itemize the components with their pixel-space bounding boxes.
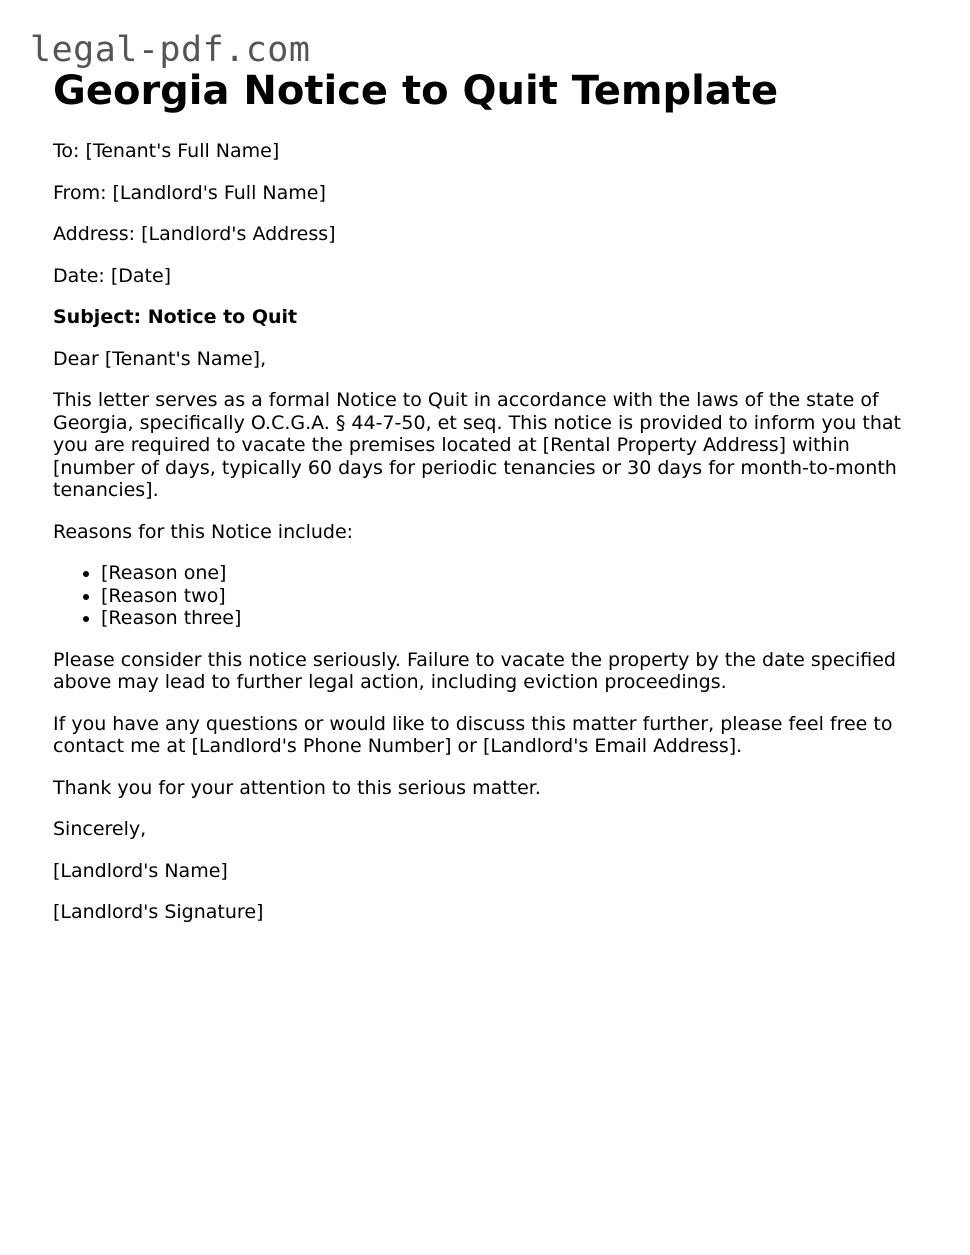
date-field: Date: [Date] [53, 264, 172, 287]
document-title: Georgia Notice to Quit Template [53, 68, 779, 114]
address-field: Address: [Landlord's Address] [53, 223, 336, 245]
sign-off: Sincerely, [53, 818, 147, 840]
list-item: • [Reason three] [101, 607, 913, 630]
landlord-signature: [Landlord's Signature] [53, 901, 264, 923]
intro-paragraph: This letter serves as a formal Notice to Quit in accordance with the laws of the state of Georgia, specifically O.C.G.A. § 44-7-50, et seq. This notice is provided to inform you that you are required to vacate the premises located at [Rental Property Address] within [number of days, typically 60 days for periodic tenancies or 30 days for month-to-month tenancies]. [53, 389, 901, 501]
list-item: • [Reason one] [101, 562, 913, 585]
salutation: Dear [Tenant's Name], [53, 347, 267, 370]
reasons-list [53, 562, 913, 630]
to-field: To: [Tenant's Full Name] [53, 140, 280, 162]
site-watermark: legal-pdf.com [30, 30, 311, 70]
subject-line: Subject: Notice to Quit [53, 306, 298, 328]
list-item: • [Reason two] [101, 585, 913, 608]
document-body [53, 66, 913, 924]
from-field: From: [Landlord's Full Name] [53, 181, 326, 204]
contact-paragraph: If you have any questions or would like to discuss this matter further, please feel free to contact me at [Landlord's Phone Number] or [Landlord's Email Address]. [53, 712, 893, 757]
thanks-paragraph: Thank you for your attention to this serious matter. [53, 776, 541, 799]
landlord-name: [Landlord's Name] [53, 859, 228, 882]
warning-paragraph: Please consider this notice seriously. Failure to vacate the property by the date specified above may lead to further legal action, including eviction proceedings. [53, 648, 896, 693]
reasons-heading: Reasons for this Notice include: [53, 520, 354, 543]
